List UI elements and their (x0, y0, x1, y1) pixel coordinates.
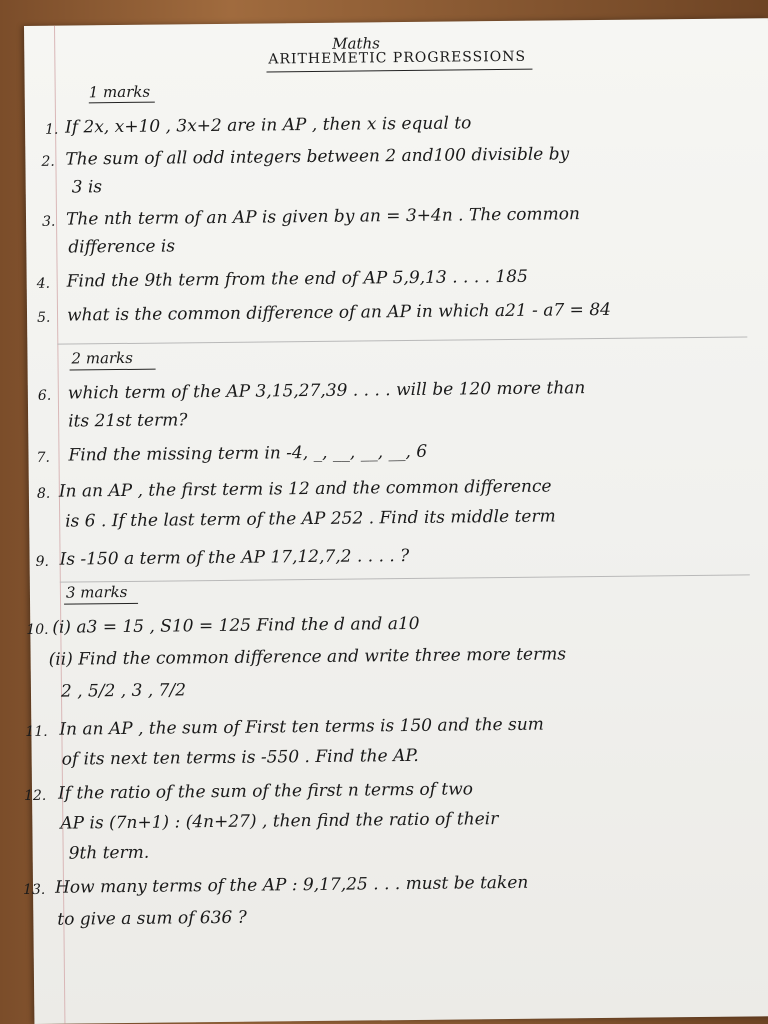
question-12-line: 9th term. (68, 842, 150, 864)
question-number: 1. (45, 121, 59, 138)
question-9-line: Is -150 a term of the AP 17,12,7,2 . . . . ? (59, 545, 410, 570)
question-number: 2. (41, 153, 55, 170)
question-number: 8. (36, 485, 51, 502)
section-heading-1-marks: 1 marks (88, 82, 151, 102)
section-heading-2-marks: 2 marks (71, 348, 134, 368)
question-5-line: what is the common difference of an AP in which a21 - a7 = 84 (66, 299, 612, 326)
question-number: 5. (36, 309, 51, 326)
question-12-line: If the ratio of the sum of the first n terms of two (57, 779, 474, 804)
worksheet-page (24, 18, 768, 1024)
question-6-line: its 21st term? (68, 410, 188, 432)
section-divider (57, 336, 747, 344)
subject-heading: Maths (332, 34, 380, 53)
question-10-line: 2 , 5/2 , 3 , 7/2 (60, 680, 187, 702)
title-underline (266, 69, 532, 73)
question-number: 6. (37, 387, 52, 404)
question-3-line: difference is (68, 236, 176, 258)
question-7-line: Find the missing term in -4, _, __, __, __, 6 (68, 441, 428, 466)
question-number: 3. (41, 213, 56, 230)
section-divider (60, 574, 750, 582)
question-3-line: The nth term of an AP is given by an = 3+4n . The common (65, 204, 580, 230)
section-heading-3-marks: 3 marks (65, 582, 128, 602)
question-number: 4. (36, 275, 51, 292)
question-11-line: In an AP , the sum of First ten terms is 150 and the sum (59, 714, 544, 740)
question-11-line: of its next ten terms is -550 . Find the AP. (61, 745, 419, 770)
section-underline (64, 603, 138, 605)
question-number: 9. (35, 553, 50, 570)
question-number: 12. (23, 787, 47, 805)
question-6-line: which term of the AP 3,15,27,39 . . . . will be 120 more than (67, 378, 586, 404)
question-number: 11. (25, 723, 48, 741)
question-number: 7. (36, 449, 50, 466)
question-number: 10. (26, 621, 49, 639)
section-underline (89, 102, 155, 104)
question-2-line: 3 is (71, 177, 103, 198)
margin-line (54, 26, 65, 1024)
question-4-line: Find the 9th term from the end of AP 5,9,13 . . . . 185 (66, 266, 528, 292)
page-title: ARITHEMETIC PROGRESSIONS (268, 48, 527, 68)
section-underline (70, 369, 156, 371)
question-8-line: is 6 . If the last term of the AP 252 . Find its middle term (65, 506, 556, 532)
question-2-line: The sum of all odd integers between 2 and100 divisible by (65, 144, 570, 170)
question-10-line: (i) a3 = 15 , S10 = 125 Find the d and a10 (52, 613, 420, 638)
question-12-line: AP is (7n+1) : (4n+27) , then find the ratio of their (60, 809, 499, 834)
question-8-line: In an AP , the first term is 12 and the common difference (58, 476, 552, 502)
question-13-line: to give a sum of 636 ? (57, 907, 247, 930)
question-1-line: If 2x, x+10 , 3x+2 are in AP , then x is equal to (64, 113, 472, 138)
question-13-line: How many terms of the AP : 9,17,25 . . . must be taken (54, 872, 529, 898)
question-10-line: (ii) Find the common difference and write three more terms (48, 644, 567, 670)
question-number: 13. (22, 881, 46, 899)
